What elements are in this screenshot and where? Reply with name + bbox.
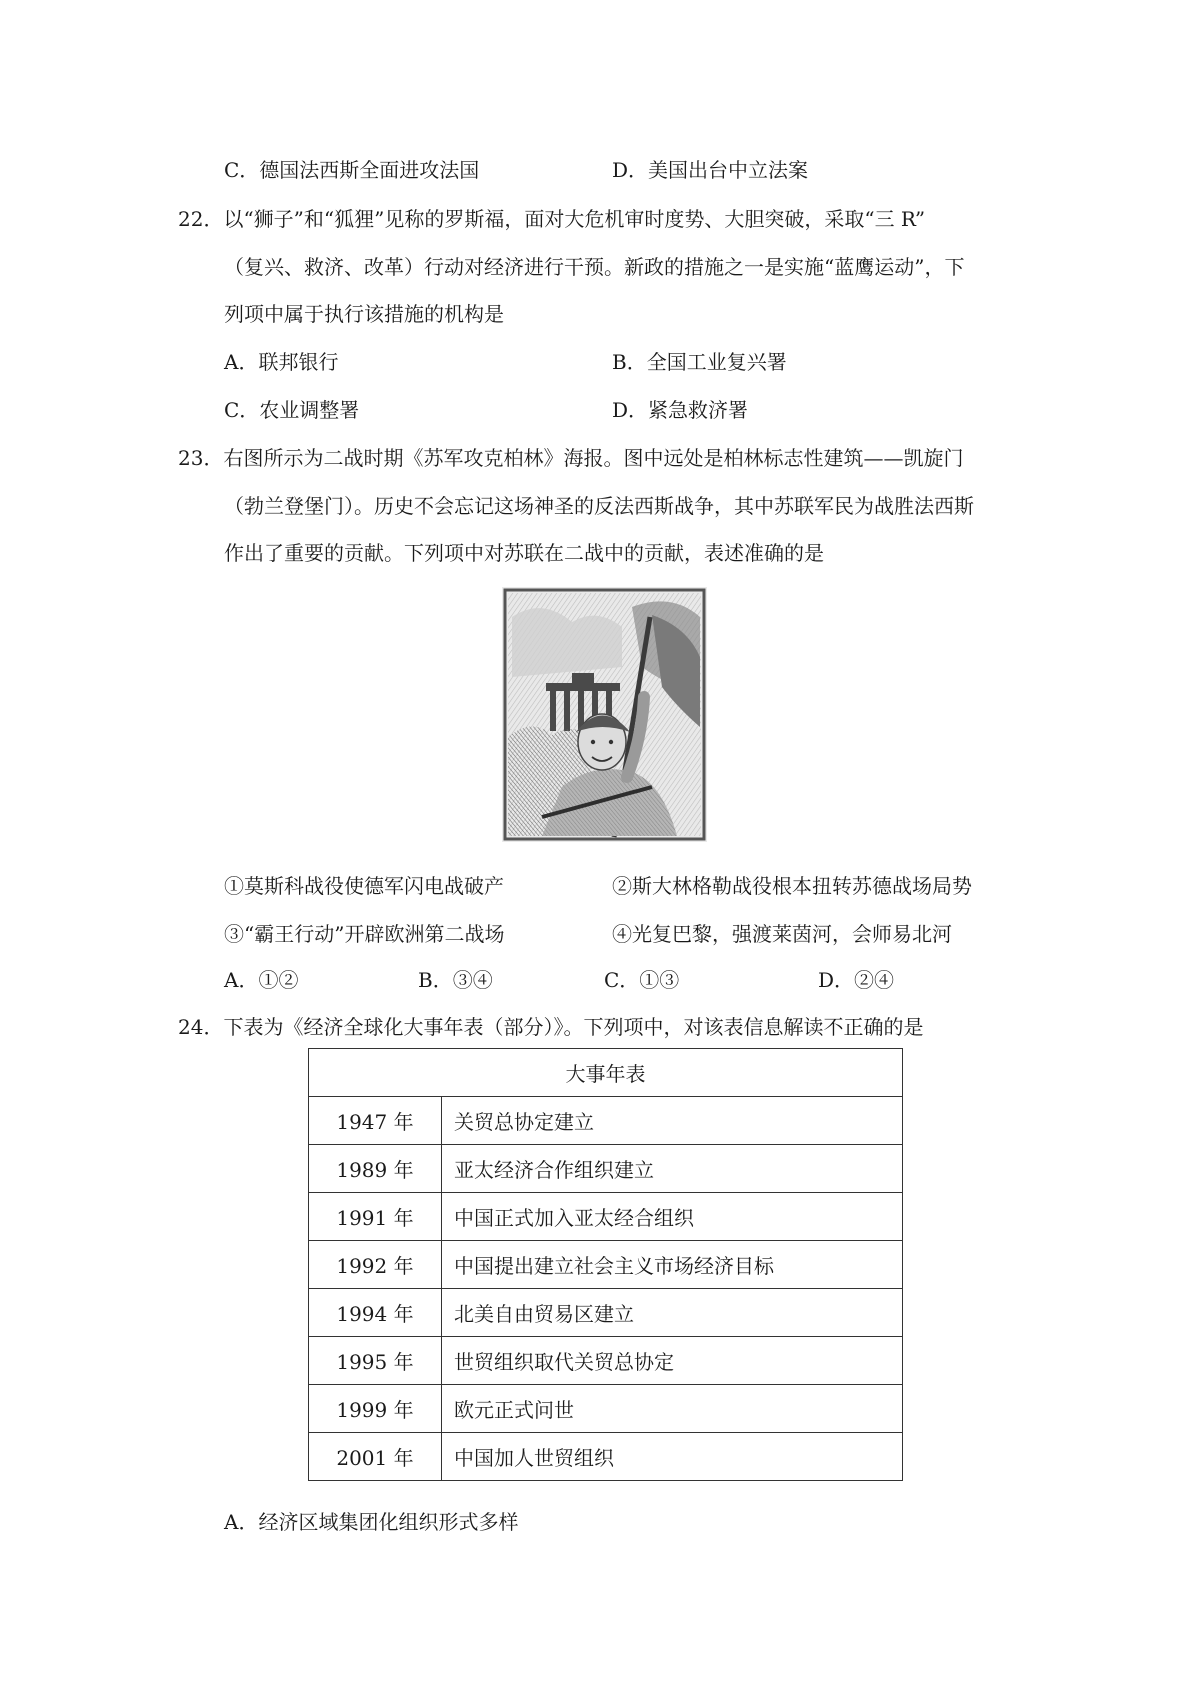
q23-option-d: D．②④ — [818, 968, 895, 992]
table-cell-event: 世贸组织取代关贸总协定 — [442, 1337, 903, 1385]
table-cell-event: 欧元正式问世 — [442, 1385, 903, 1433]
table-row — [309, 1097, 903, 1145]
table-cell-event: 北美自由贸易区建立 — [442, 1289, 903, 1337]
table-cell-event: 中国提出建立社会主义市场经济目标 — [442, 1241, 903, 1289]
table-cell-year: 1995 年 — [309, 1337, 442, 1385]
table-cell-year: 1994 年 — [309, 1289, 442, 1337]
q22-option-a: A．联邦银行 — [224, 350, 339, 374]
q22-option-d: D．紧急救济署 — [612, 398, 749, 422]
q23-option-a: A．①② — [224, 968, 299, 992]
q21-option-d: D．美国出台中立法案 — [612, 158, 809, 182]
table-row — [309, 1145, 903, 1193]
events-chronology-table — [308, 1048, 903, 1481]
table-cell-year: 1989 年 — [309, 1145, 442, 1193]
table-cell-year: 1999 年 — [309, 1385, 442, 1433]
table-row — [309, 1433, 903, 1481]
table-cell-year: 2001 年 — [309, 1433, 442, 1481]
table-row — [309, 1193, 903, 1241]
table-cell-year: 1991 年 — [309, 1193, 442, 1241]
soviet-berlin-poster-image — [502, 587, 707, 842]
table-cell-event: 中国加人世贸组织 — [442, 1433, 903, 1481]
table-row — [309, 1289, 903, 1337]
q23-option-b: B．③④ — [418, 968, 493, 992]
q23-stem-line-1: 23．右图所示为二战时期《苏军攻克柏林》海报。图中远处是柏林标志性建筑——凯旋门 — [178, 446, 964, 470]
q23-statement-2: ②斯大林格勒战役根本扭转苏德战场局势 — [612, 874, 972, 898]
q23-stem-line-2: （勃兰登堡门）。历史不会忘记这场神圣的反法西斯战争，其中苏联军民为战胜法西斯 — [224, 494, 974, 518]
q22-stem-line-3: 列项中属于执行该措施的机构是 — [224, 302, 504, 326]
q23-statement-1: ①莫斯科战役使德军闪电战破产 — [224, 874, 504, 898]
q22-stem-line-1: 22．以“狮子”和“狐狸”见称的罗斯福，面对大危机审时度势、大胆突破，采取“三 R” — [178, 207, 926, 231]
table-cell-event: 亚太经济合作组织建立 — [442, 1145, 903, 1193]
table-row — [309, 1337, 903, 1385]
q23-statement-4: ④光复巴黎，强渡莱茵河，会师易北河 — [612, 922, 952, 946]
table-row — [309, 1385, 903, 1433]
q23-statement-3: ③“霸王行动”开辟欧洲第二战场 — [224, 922, 505, 946]
table-cell-year: 1992 年 — [309, 1241, 442, 1289]
table-title: 大事年表 — [309, 1049, 903, 1097]
q23-option-c: C．①③ — [604, 968, 680, 992]
table-cell-event: 中国正式加入亚太经合组织 — [442, 1193, 903, 1241]
table-cell-event: 关贸总协定建立 — [442, 1097, 903, 1145]
q22-stem-line-2: （复兴、救济、改革）行动对经济进行干预。新政的措施之一是实施“蓝鹰运动”，下 — [224, 255, 965, 279]
q22-option-c: C．农业调整署 — [224, 398, 360, 422]
q24-option-a: A．经济区域集团化组织形式多样 — [224, 1510, 519, 1534]
q24-stem: 24．下表为《经济全球化大事年表（部分）》。下列项中，对该表信息解读不正确的是 — [178, 1015, 924, 1039]
q22-option-b: B．全国工业复兴署 — [612, 350, 787, 374]
table-row — [309, 1241, 903, 1289]
table-cell-year: 1947 年 — [309, 1097, 442, 1145]
q21-option-c: C．德国法西斯全面进攻法国 — [224, 158, 480, 182]
q23-stem-line-3: 作出了重要的贡献。下列项中对苏联在二战中的贡献，表述准确的是 — [224, 541, 824, 565]
table-header-row — [309, 1049, 903, 1097]
